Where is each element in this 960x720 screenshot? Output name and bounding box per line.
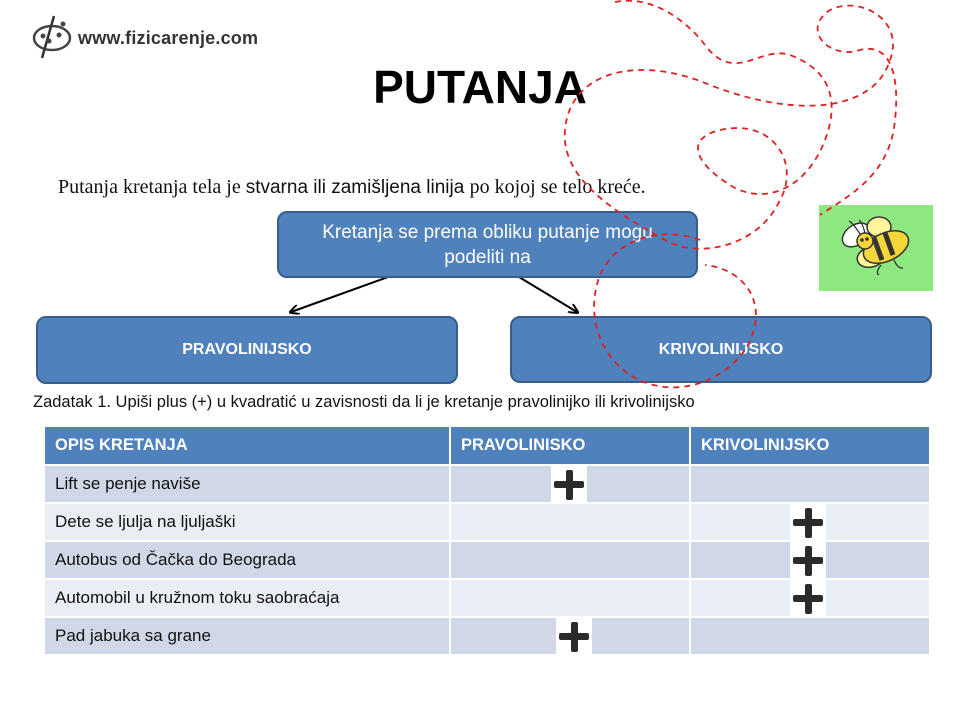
header-description: OPIS KRETANJA (45, 427, 450, 465)
bee-icon (819, 205, 933, 291)
definition-text (58, 176, 858, 199)
row-description: Autobus od Čačka do Beograda (45, 541, 450, 579)
logo-mark-icon (30, 14, 74, 60)
table-row (45, 541, 930, 579)
classification-box: Kretanja se prema obliku putanje mogu podeliti na (277, 211, 698, 278)
plus-icon (556, 618, 592, 656)
plus-icon (790, 580, 826, 618)
row-description: Pad jabuka sa grane (45, 617, 450, 654)
definition-part-3: po kojoj se telo kreće. (469, 176, 646, 198)
bee-picture (819, 205, 933, 291)
plus-icon (790, 542, 826, 580)
arrow-to-curved (519, 277, 577, 312)
row-description: Automobil u kružnom toku saobraćaja (45, 579, 450, 617)
definition-part-2: stvarna ili zamišljena linija (245, 177, 470, 198)
curved-motion-box: KRIVOLINIJSKO (510, 316, 932, 383)
page-title: PUTANJA (373, 61, 587, 113)
site-logo (30, 14, 300, 64)
arrow-to-straight (291, 277, 388, 312)
straight-cell[interactable] (450, 465, 690, 503)
table-row (45, 579, 930, 617)
table-row (45, 465, 930, 503)
plus-icon (790, 504, 826, 542)
curved-cell[interactable] (690, 465, 930, 503)
definition-part-1: Putanja kretanja tela je (58, 176, 246, 198)
curved-cell[interactable] (690, 541, 930, 579)
curved-cell[interactable] (690, 617, 930, 654)
straight-motion-box: PRAVOLINIJSKO (36, 316, 458, 384)
straight-cell[interactable] (450, 579, 690, 617)
curved-cell[interactable] (690, 579, 930, 617)
curved-cell[interactable] (690, 503, 930, 541)
plus-icon (551, 466, 587, 504)
row-description: Lift se penje naviše (45, 465, 450, 503)
straight-cell[interactable] (450, 503, 690, 541)
header-curved: KRIVOLINIJSKO (690, 427, 930, 465)
motion-table (45, 427, 931, 654)
table-row (45, 503, 930, 541)
task-instruction: Zadatak 1. Upiši plus (+) u kvadratić u zavisnosti da li je kretanje pravolinijko ili krivolinijsko (33, 393, 695, 411)
straight-cell[interactable] (450, 617, 690, 654)
header-straight: PRAVOLINISKO (450, 427, 690, 465)
row-description: Dete se ljulja na ljuljaški (45, 503, 450, 541)
straight-cell[interactable] (450, 541, 690, 579)
site-url: www.fizicarenje.com (78, 28, 259, 48)
table-row (45, 617, 930, 654)
table-header-row (45, 427, 930, 465)
